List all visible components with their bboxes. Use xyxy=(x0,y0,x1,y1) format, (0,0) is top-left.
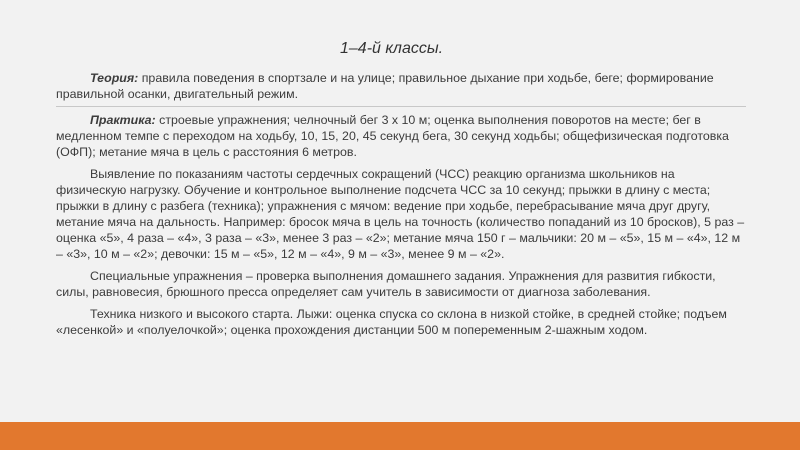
hr-monitoring-paragraph: Выявление по показаниям частоты сердечных сокращений (ЧСС) реакцию организма школьников на физическую нагрузку. Обучение и контрольное выполнение подсчета ЧСС за 10 секунд; прыжки в длину с места; прыжки в длину с разбега (техника); упражнения с мячом: ведение при ходьбе, перебрасывание мяча друг другу, метание мяча на дальность. Например: бросок мяча в цель на точность (количество попаданий из 10 бросков), 5 раз – оценка «5», 4 раза – «4», 3 раза – «3», менее 3 раз – «2»; метание мяча 150 г – мальчики: 20 м – «5», 15 м – «4», 12 м – «3», 10 м – «2»; девочки: 15 м – «5», 12 м – «4», 9 м – «3», менее 9 м – «2». xyxy=(56,167,745,261)
practice-text: строевые упражнения; челночный бег 3 х 10 м; оценка выполнения поворотов на месте; бег в медленном темпе с переходом на ходьбу, 10, 15, 20, 45 секунд бега, 30 секунд ходьбы; общефизическая подготовка (ОФП); метание мяча в цель с расстояния 6 метров. xyxy=(56,113,729,159)
special-exercises-paragraph: Специальные упражнения – проверка выполнения домашнего задания. Упражнения для развития гибкости, силы, равновесия, брюшного пресса определяет сам учитель в зависимости от диагноза заболевания. xyxy=(56,269,716,299)
practice-term: Практика: xyxy=(90,113,156,127)
theory-term: Теория: xyxy=(90,71,139,85)
theory-paragraph xyxy=(56,70,746,106)
slide-title: 1–4-й классы. xyxy=(340,40,444,57)
bottom-accent-bar xyxy=(0,422,800,450)
practice-paragraph xyxy=(56,112,746,160)
theory-text: правила поведения в спортзале и на улице; правильное дыхание при ходьбе, беге; формирование правильной осанки, двигательный режим. xyxy=(56,71,714,101)
start-technique-paragraph: Техника низкого и высокого старта. Лыжи: оценка спуска со склона в низкой стойке, в средней стойке; подъем «лесенкой» и «полуелочкой»; оценка прохождения дистанции 500 м попеременным 2-шажным ходом. xyxy=(56,307,727,337)
slide-body xyxy=(56,70,746,344)
divider-line xyxy=(56,106,746,107)
